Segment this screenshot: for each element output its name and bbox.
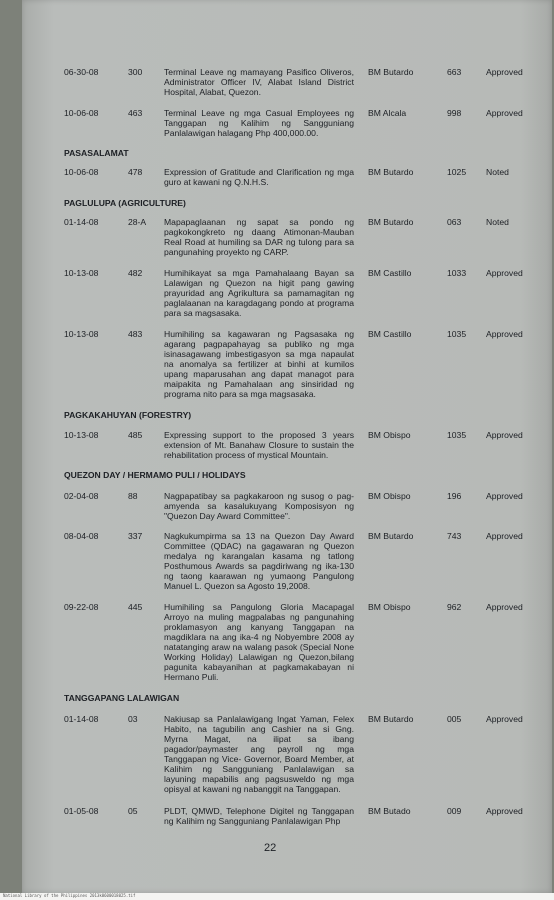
status-cell: Approved	[486, 714, 523, 724]
reference-number: 1033	[447, 268, 467, 278]
resolution-title: Expression of Gratitude and Clarification ng mga guro at kawani ng Q.N.H.S.	[164, 167, 354, 187]
section-heading: QUEZON DAY / HERMAMO PULI / HOLIDAYS	[64, 470, 246, 480]
date-cell: 10-13-08	[64, 268, 99, 278]
resolution-number: 482	[128, 268, 143, 278]
date-cell: 10-06-08	[64, 167, 99, 177]
reference-number: 962	[447, 602, 462, 612]
date-cell: 02-04-08	[64, 491, 99, 501]
section-heading: PAGLULUPA (AGRICULTURE)	[64, 198, 186, 208]
author-cell: BM Butardo	[368, 714, 414, 724]
resolution-number: 337	[128, 531, 143, 541]
section-heading: TANGGAPANG LALAWIGAN	[64, 693, 180, 703]
date-cell: 09-22-08	[64, 602, 99, 612]
resolution-title: Nagpapatibay sa pagkakaroon ng susog o pag-amyenda sa kasalukuyang Komposisyon ng "Quezon Day Award Committee".	[164, 491, 354, 521]
status-cell: Noted	[486, 217, 509, 227]
reference-number: 063	[447, 217, 462, 227]
scan-footer-text: National Library of the Philippines 2013k0600018025.tif	[3, 893, 136, 898]
author-cell: BM Castillo	[368, 268, 412, 278]
author-cell: BM Butardo	[368, 67, 414, 77]
author-cell: BM Butado	[368, 806, 411, 816]
resolution-number: 485	[128, 430, 143, 440]
resolution-title: Terminal Leave ng mamayang Pasifico Oliveros, Administrator Officer IV, Alabat Island District Hospital, Alabat, Quezon.	[164, 67, 354, 97]
author-cell: BM Butardo	[368, 217, 414, 227]
date-cell: 10-06-08	[64, 108, 99, 118]
status-cell: Approved	[486, 531, 523, 541]
resolution-number: 478	[128, 167, 143, 177]
resolution-title: Humihiling sa Pangulong Gloria Macapagal Arroyo na muling magpalabas ng pangunahing proklamasyon ang kanyang Tanggapan na magdiklara na ang ika-4 ng Nobyembre 2008 ay natatanging araw na walang pasok (Special None Working Holiday) Lalawigan ng Quezon,bilang pagunita kabayanihan at pagkamakabayan ni Hermano Puli.	[164, 602, 354, 682]
resolution-number: 05	[128, 806, 138, 816]
section-heading: PAGKAKAHUYAN (FORESTRY)	[64, 410, 192, 420]
status-cell: Approved	[486, 329, 523, 339]
resolution-number: 463	[128, 108, 143, 118]
author-cell: BM Butardo	[368, 167, 414, 177]
reference-number: 1035	[447, 430, 467, 440]
resolution-title: PLDT, QMWD, Telephone Digitel ng Tanggapan ng Kalihim ng Sangguniang Panlalawigan Php	[164, 806, 354, 826]
author-cell: BM Obispo	[368, 430, 411, 440]
author-cell: BM Obispo	[368, 602, 411, 612]
section-heading: PASASALAMAT	[64, 148, 129, 158]
status-cell: Approved	[486, 108, 523, 118]
date-cell: 01-14-08	[64, 217, 99, 227]
resolution-title: Humihikayat sa mga Pamahalaang Bayan sa Lalawigan ng Quezon na higit pang gawing prayuridad ang Agrikultura sa pamamagitan ng paglalaanan na karagdagang pondo at programa para sa magsasaka.	[164, 268, 354, 318]
status-cell: Approved	[486, 430, 523, 440]
status-cell: Noted	[486, 167, 509, 177]
status-cell: Approved	[486, 491, 523, 501]
author-cell: BM Obispo	[368, 491, 411, 501]
reference-number: 663	[447, 67, 462, 77]
reference-number: 998	[447, 108, 462, 118]
resolution-title: Mapapaglaanan ng sapat sa pondo ng pagkokongkreto ng daang Atimonan-Mauban Real Road at humiling sa DAR ng tulong para sa pangunahing proyekto ng CARP.	[164, 217, 354, 257]
status-cell: Approved	[486, 67, 523, 77]
reference-number: 196	[447, 491, 462, 501]
resolution-number: 28-A	[128, 217, 147, 227]
date-cell: 10-13-08	[64, 430, 99, 440]
date-cell: 01-05-08	[64, 806, 99, 816]
date-cell: 01-14-08	[64, 714, 99, 724]
page-number: 22	[264, 842, 277, 854]
resolution-title: Humihiling sa kagawaran ng Pagsasaka ng agarang pagpapahayag sa publiko ng mga isinasagawang imbestigasyon sa mga napaulat na anomalya sa fertilizer at binhi at kumilos upang maparusahan ang dapat managot para maipakita ng Pamahalaan ang sinsiridad ng programa nito para sa mga magsasaka.	[164, 329, 354, 399]
resolution-number: 483	[128, 329, 143, 339]
reference-number: 743	[447, 531, 462, 541]
reference-number: 1035	[447, 329, 467, 339]
status-cell: Approved	[486, 806, 523, 816]
resolution-title: Nagkukumpirma sa 13 na Quezon Day Award Committee (QDAC) na gagawaran ng Quezon medalya ng karangalan kasama ng tatlong Posthumous Awards sa pagdiriwang ng ika-130 ng taong kaarawan ng yumaong Pangulong Manuel L. Quezon sa Agosto 19,2008.	[164, 531, 354, 591]
reference-number: 009	[447, 806, 462, 816]
author-cell: BM Castillo	[368, 329, 412, 339]
resolution-number: 03	[128, 714, 138, 724]
reference-number: 005	[447, 714, 462, 724]
resolution-number: 300	[128, 67, 143, 77]
date-cell: 10-13-08	[64, 329, 99, 339]
status-cell: Approved	[486, 602, 523, 612]
reference-number: 1025	[447, 167, 467, 177]
resolution-title: Nakiusap sa Panlalawigang Ingat Yaman, Felex Habito, na tagubilin ang Cashier na si Gng. Myrna Magat, na ilipat sa ibang pagador/paymaster ang payroll ng mga Tanggapan ng Vice- Governor, Board Member, at Kalihim ng Sangguniang Panlalawigan sa layuning mapabilis ang pagsusweldo ng mga opisyal at kawani ng nabanggit na Tanggapan.	[164, 714, 354, 794]
resolution-title: Expressing support to the proposed 3 years extension of Mt. Banahaw Closure to sustain the rehabilitation process of mystical Mountain.	[164, 430, 354, 460]
status-cell: Approved	[486, 268, 523, 278]
author-cell: BM Alcala	[368, 108, 407, 118]
author-cell: BM Butardo	[368, 531, 414, 541]
date-cell: 06-30-08	[64, 67, 99, 77]
resolution-title: Terminal Leave ng mga Casual Employees ng Tanggapan ng Kalihim ng Sangguniang Panlalawigan halagang Php 400,000.00.	[164, 108, 354, 138]
resolution-number: 88	[128, 491, 138, 501]
resolution-number: 445	[128, 602, 143, 612]
date-cell: 08-04-08	[64, 531, 99, 541]
